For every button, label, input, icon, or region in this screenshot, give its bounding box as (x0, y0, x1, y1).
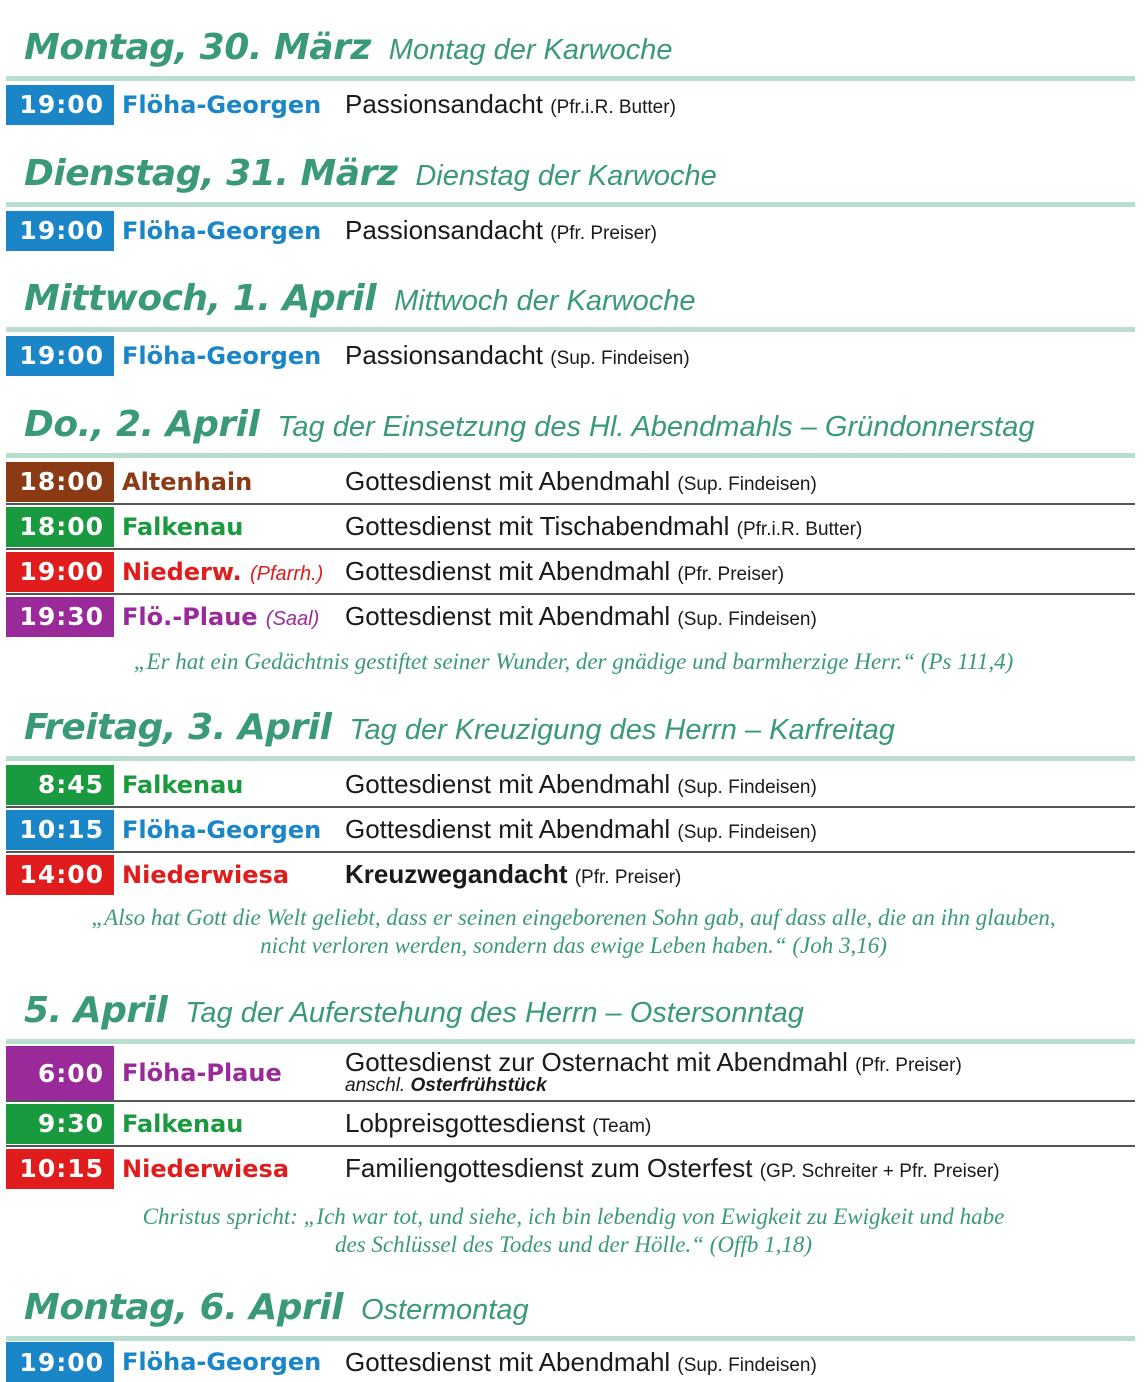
event-row (0, 333, 1147, 378)
event-time: 18:00 (6, 462, 114, 502)
event-person: (Sup. Findeisen) (550, 348, 690, 369)
day-subtitle: Montag der Karwoche (388, 34, 673, 66)
event-row (0, 852, 1147, 897)
day-subtitle: Mittwoch der Karwoche (394, 285, 696, 317)
day-date: Montag, 6. April Ostermontag (24, 1287, 529, 1328)
event-place: Falkenau (122, 512, 244, 541)
day-header (0, 27, 1147, 72)
day-section (0, 404, 1147, 639)
day-date: 5. April Tag der Auferstehung des Herrn – Ostersonntag (24, 990, 804, 1031)
event-person: (Sup. Findeisen) (677, 1354, 817, 1376)
divider (6, 76, 1135, 81)
event-title: Lobpreisgottesdienst (Team) (345, 1108, 652, 1138)
event-place: Niederwiesa (122, 860, 290, 889)
event-title: Kreuzwegandacht (Pfr. Preiser) (345, 859, 682, 889)
day-section (0, 1287, 1147, 1382)
event-title: Gottesdienst zur Osternacht mit Abendmahl (Pfr. Preiser) anschl. Osterfrühstück (345, 1047, 962, 1096)
event-person: (Pfr. Preiser) (855, 1055, 962, 1076)
event-title: Gottesdienst mit Abendmahl (Sup. Findeisen) (345, 769, 817, 799)
day-header (0, 707, 1147, 752)
event-title: Gottesdienst mit Abendmahl (Sup. Findeisen) (345, 814, 817, 844)
day-date: Do., 2. April Tag der Einsetzung des Hl. Abendmahls – Gründonnerstag (24, 404, 1035, 445)
bible-quote: „Er hat ein Gedächtnis gestiftet seiner Wunder, der gnädige und barmherzige Herr.“ (Ps 111,4) (133, 649, 1014, 674)
divider (6, 756, 1135, 761)
event-person: (Sup. Findeisen) (677, 777, 817, 798)
day-header (0, 404, 1147, 449)
event-place-note: (Pfarrh.) (250, 562, 324, 585)
day-header (0, 153, 1147, 198)
event-title: Familiengottesdienst zum Osterfest (GP. Schreiter + Pfr. Preiser) (345, 1153, 1000, 1183)
day-section (0, 278, 1147, 378)
event-person: (Pfr. Preiser) (574, 867, 682, 888)
day-subtitle: Tag der Auferstehung des Herrn – Ostersonntag (185, 997, 804, 1029)
event-person: (Pfr. Preiser) (550, 223, 657, 244)
event-place: Niederw. (Pfarrh.) (122, 557, 324, 586)
event-place: Flöha-Georgen (122, 815, 322, 844)
event-place: Niederwiesa (122, 1154, 290, 1183)
event-person: (Team) (592, 1116, 652, 1137)
event-title: Passionsandacht (Pfr.i.R. Butter) (345, 89, 676, 119)
event-person: (Pfr.i.R. Butter) (550, 97, 676, 118)
event-row (0, 549, 1147, 594)
day-date: Dienstag, 31. März Dienstag der Karwoche (24, 153, 717, 194)
day-date: Mittwoch, 1. April Mittwoch der Karwoche (24, 278, 696, 319)
event-time: 19:00 (6, 211, 114, 251)
event-row (0, 82, 1147, 127)
day-header (0, 278, 1147, 323)
event-place: Flöha-Plaue (122, 1059, 282, 1087)
event-time: 18:00 (6, 507, 114, 547)
day-subtitle: Dienstag der Karwoche (415, 160, 717, 192)
event-person: (Sup. Findeisen) (677, 609, 817, 630)
event-title: Passionsandacht (Sup. Findeisen) (345, 340, 690, 370)
event-person: (Pfr.i.R. Butter) (736, 519, 863, 540)
event-row (0, 459, 1147, 504)
event-time: 19:00 (6, 336, 114, 376)
day-section (0, 27, 1147, 127)
day-header (0, 990, 1147, 1035)
event-row (0, 807, 1147, 852)
event-row (0, 1146, 1147, 1191)
day-date: Freitag, 3. April Tag der Kreuzigung des Herrn – Karfreitag (24, 707, 895, 748)
event-time: 14:00 (6, 855, 114, 895)
event-person: (Sup. Findeisen) (677, 474, 817, 495)
event-title: Gottesdienst mit Tischabendmahl (Pfr.i.R. Butter) (345, 511, 863, 541)
divider (6, 202, 1135, 207)
event-place: Flöha-Georgen (122, 341, 322, 370)
divider (6, 327, 1135, 332)
bible-quote: Christus spricht: „Ich war tot, und siehe, ich bin lebendig von Ewigkeit zu Ewigkeit und habe des Schlüssel des Todes und der Hölle.“ (Offb 1,18) (142, 1204, 1005, 1257)
event-title: Passionsandacht (Pfr. Preiser) (345, 215, 657, 245)
event-row (0, 1342, 1147, 1382)
event-place: Flöha-Georgen (122, 216, 322, 245)
day-date: Montag, 30. März Montag der Karwoche (24, 27, 673, 68)
bible-quote: „Also hat Gott die Welt geliebt, dass er seinen eingeborenen Sohn gab, auf dass alle, die an ihn glauben, nicht verloren werden, sondern das ewige Leben haben.“ (Joh 3,16) (91, 905, 1056, 958)
event-time: 9:30 (6, 1104, 114, 1144)
event-place: Flö.-Plaue (Saal) (122, 602, 320, 631)
event-row (0, 504, 1147, 549)
event-place: Falkenau (122, 770, 244, 799)
event-row (0, 1101, 1147, 1146)
divider (6, 1039, 1135, 1044)
event-title: Gottesdienst mit Abendmahl (Sup. Findeisen) (345, 1346, 817, 1377)
event-row (0, 762, 1147, 807)
event-extra: anschl. Osterfrühstück (345, 1075, 547, 1096)
event-place: Altenhain (122, 467, 253, 496)
day-subtitle: Tag der Kreuzigung des Herrn – Karfreitag (349, 714, 895, 746)
event-place: Flöha-Georgen (122, 90, 322, 119)
event-person: (GP. Schreiter + Pfr. Preiser) (759, 1161, 1000, 1182)
event-place: Falkenau (122, 1109, 244, 1138)
day-section (0, 153, 1147, 253)
day-header (0, 1287, 1147, 1332)
event-person: (Pfr. Preiser) (677, 564, 785, 585)
event-time: 19:00 (6, 1342, 114, 1382)
event-row (0, 1045, 1147, 1101)
day-subtitle: Tag der Einsetzung des Hl. Abendmahls – Gründonnerstag (277, 411, 1035, 443)
event-time: 19:30 (6, 597, 114, 637)
event-row (0, 594, 1147, 639)
event-place-note: (Saal) (265, 607, 320, 630)
event-row (0, 208, 1147, 253)
divider (6, 453, 1135, 458)
divider (6, 1336, 1135, 1341)
event-time: 8:45 (6, 765, 114, 805)
event-title: Gottesdienst mit Abendmahl (Sup. Findeisen) (345, 466, 817, 496)
day-section (0, 707, 1147, 897)
event-time: 19:00 (6, 85, 114, 125)
event-time: 6:00 (6, 1046, 114, 1100)
event-title: Gottesdienst mit Abendmahl (Sup. Findeisen) (345, 601, 817, 631)
day-subtitle: Ostermontag (361, 1294, 529, 1326)
event-person: (Sup. Findeisen) (677, 822, 817, 843)
day-section (0, 990, 1147, 1191)
event-place: Flöha-Georgen (122, 1348, 322, 1376)
event-time: 10:15 (6, 810, 114, 850)
event-title: Gottesdienst mit Abendmahl (Pfr. Preiser) (345, 556, 785, 586)
event-time: 19:00 (6, 552, 114, 592)
event-time: 10:15 (6, 1149, 114, 1189)
